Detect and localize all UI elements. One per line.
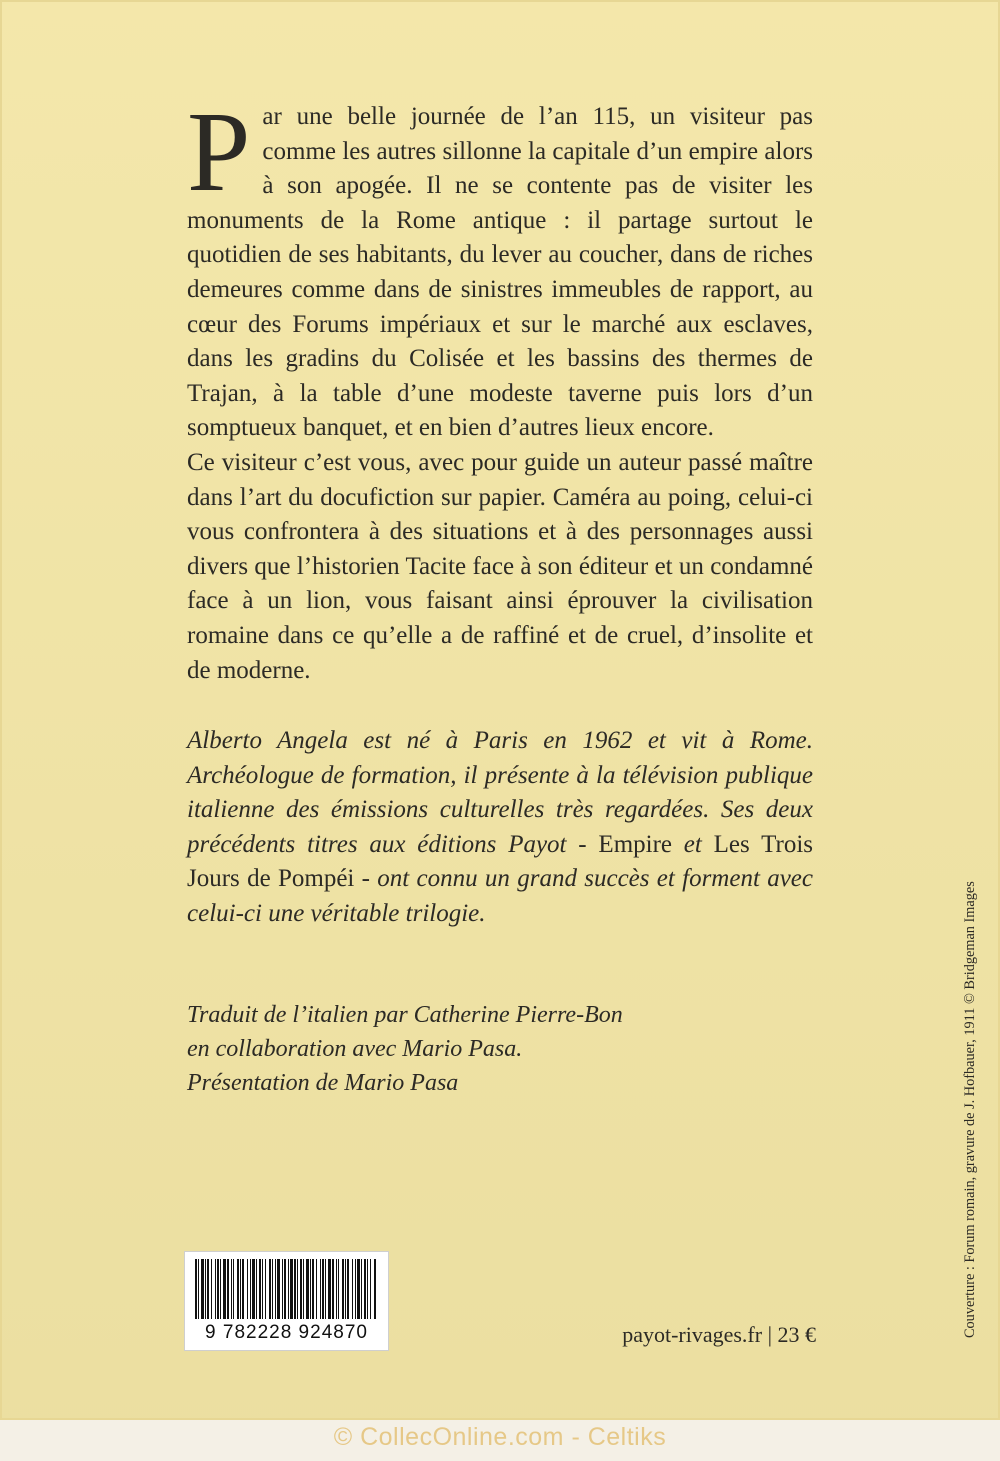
barcode-bar	[262, 1259, 263, 1319]
barcode-bar	[198, 1259, 199, 1319]
bio-text-1: Alberto Angela est né à Paris en 1962 et vit à Rome. Archéologue de formation, il présente à la télévision publique italienne des émissions culturelles très regardées. Ses deux précédents titres aux éditions Payot -	[187, 727, 813, 858]
barcode-bar	[272, 1259, 273, 1319]
barcode-bar	[316, 1259, 317, 1319]
barcode-bar	[297, 1259, 298, 1319]
barcode-bar	[256, 1259, 257, 1319]
barcode-bar	[367, 1259, 368, 1319]
barcode-bar	[223, 1259, 226, 1319]
barcode-bar	[312, 1259, 314, 1319]
barcode-bar	[355, 1259, 356, 1319]
watermark: © CollecOnline.com - Celtiks	[333, 1423, 667, 1451]
barcode-bar	[328, 1259, 331, 1319]
barcode-bar	[252, 1259, 255, 1319]
barcode-bar	[325, 1259, 326, 1319]
barcode-bar	[284, 1259, 286, 1319]
translator-line: Traduit de l’italien par Catherine Pierre-Bon	[187, 1001, 623, 1028]
translation-credits	[187, 998, 813, 1100]
barcode-bars	[193, 1259, 380, 1321]
barcode-bar	[275, 1259, 276, 1319]
barcode-bar	[288, 1259, 289, 1319]
barcode-bar	[306, 1259, 309, 1319]
barcode-bar	[259, 1259, 261, 1319]
barcode-bar	[320, 1259, 321, 1319]
barcode-bar	[332, 1259, 334, 1319]
barcode-bar	[277, 1259, 280, 1319]
barcode-bar	[374, 1259, 376, 1319]
barcode-bar	[231, 1259, 232, 1319]
barcode-bar	[345, 1259, 346, 1319]
barcode-bar	[195, 1259, 197, 1319]
barcode-bar	[215, 1259, 216, 1319]
barcode-bar	[364, 1259, 366, 1319]
cover-text-block	[187, 88, 813, 1100]
summary-paragraph-1	[187, 88, 813, 446]
barcode-bar	[250, 1259, 251, 1319]
barcode-bar	[242, 1259, 244, 1319]
isbn-number: 9 782228 924870	[205, 1322, 368, 1343]
author-bio	[187, 724, 813, 932]
bio-title-empire: Empire	[598, 830, 673, 858]
barcode-bar	[269, 1259, 271, 1319]
barcode-bar	[322, 1259, 324, 1319]
barcode-bar	[336, 1259, 337, 1319]
barcode-bar	[357, 1259, 360, 1319]
barcode-bar	[310, 1259, 311, 1319]
barcode-bar	[352, 1259, 353, 1319]
summary-text-1: ar une belle journée de l’an 115, un visiteur pas comme les autres sillonne la capitale d’un empire alors à son apogée. Il ne se contente pas de visiter les monuments de la Rome antique : il partage surtout le quotidien de ses habitants, du lever au coucher, dans de riches demeures comme dans de sinistres immeubles de rapport, au cœur des Forums impériaux et sur le marché aux esclaves, dans les gradins du Colisée et les bassins des thermes de Trajan, à la table d’une modeste taverne puis lors d’un somptueux banquet, et en bien d’autres lieux encore.	[187, 103, 813, 442]
barcode-bar	[207, 1259, 209, 1319]
barcode-bar	[237, 1259, 239, 1319]
barcode-bar	[265, 1259, 266, 1319]
bio-title-pompei: Les Trois Jours de Pompéi	[187, 830, 813, 893]
presentation-line: Présentation de Mario Pasa	[187, 1069, 459, 1096]
barcode-bar	[201, 1259, 204, 1319]
barcode-bar	[211, 1259, 212, 1319]
drop-cap: P	[187, 88, 251, 215]
summary	[187, 88, 813, 688]
barcode-bar	[233, 1259, 234, 1319]
barcode-bar	[247, 1259, 248, 1319]
barcode-bar	[282, 1259, 283, 1319]
barcode-bar	[220, 1259, 221, 1319]
barcode-bar	[294, 1259, 296, 1319]
barcode-bar	[361, 1259, 362, 1319]
barcode-bar	[290, 1259, 293, 1319]
bio-text-2: et	[672, 830, 714, 858]
barcode-bar	[370, 1259, 371, 1319]
publisher-website-price[interactable]: payot-rivages.fr | 23 €	[622, 1322, 816, 1347]
summary-paragraph-2: Ce visiteur c’est vous, avec pour guide un auteur passé maître dans l’art du docufiction sur papier. Caméra au poing, celui-ci vous confrontera à des situations et à des personnages aussi divers que l’historien Tacite face à son éditeur et un condamné face à un lion, vous faisant ainsi éprouver la civilisation romaine dans ce qu’elle a de raffiné et de cruel, d’insolite et de moderne.	[187, 448, 813, 684]
barcode-bar	[205, 1259, 206, 1319]
barcode-bar	[217, 1259, 219, 1319]
collaboration-line: en collaboration avec Mario Pasa.	[187, 1035, 523, 1062]
barcode-bar	[240, 1259, 241, 1319]
barcode-bar	[227, 1259, 229, 1319]
barcode-bar	[347, 1259, 349, 1319]
barcode-bar	[338, 1259, 339, 1319]
barcode	[184, 1251, 389, 1351]
barcode-bar	[303, 1259, 304, 1319]
barcode-bar	[342, 1259, 344, 1319]
bio-text-3: - ont connu un grand succès et forment avec celui-ci une véritable trilogie.	[187, 865, 813, 928]
barcode-bar	[300, 1259, 302, 1319]
cover-image-credit: Couverture : Forum romain, gravure de J. Hofbauer, 1911 © Bridgeman Images	[962, 881, 978, 1338]
